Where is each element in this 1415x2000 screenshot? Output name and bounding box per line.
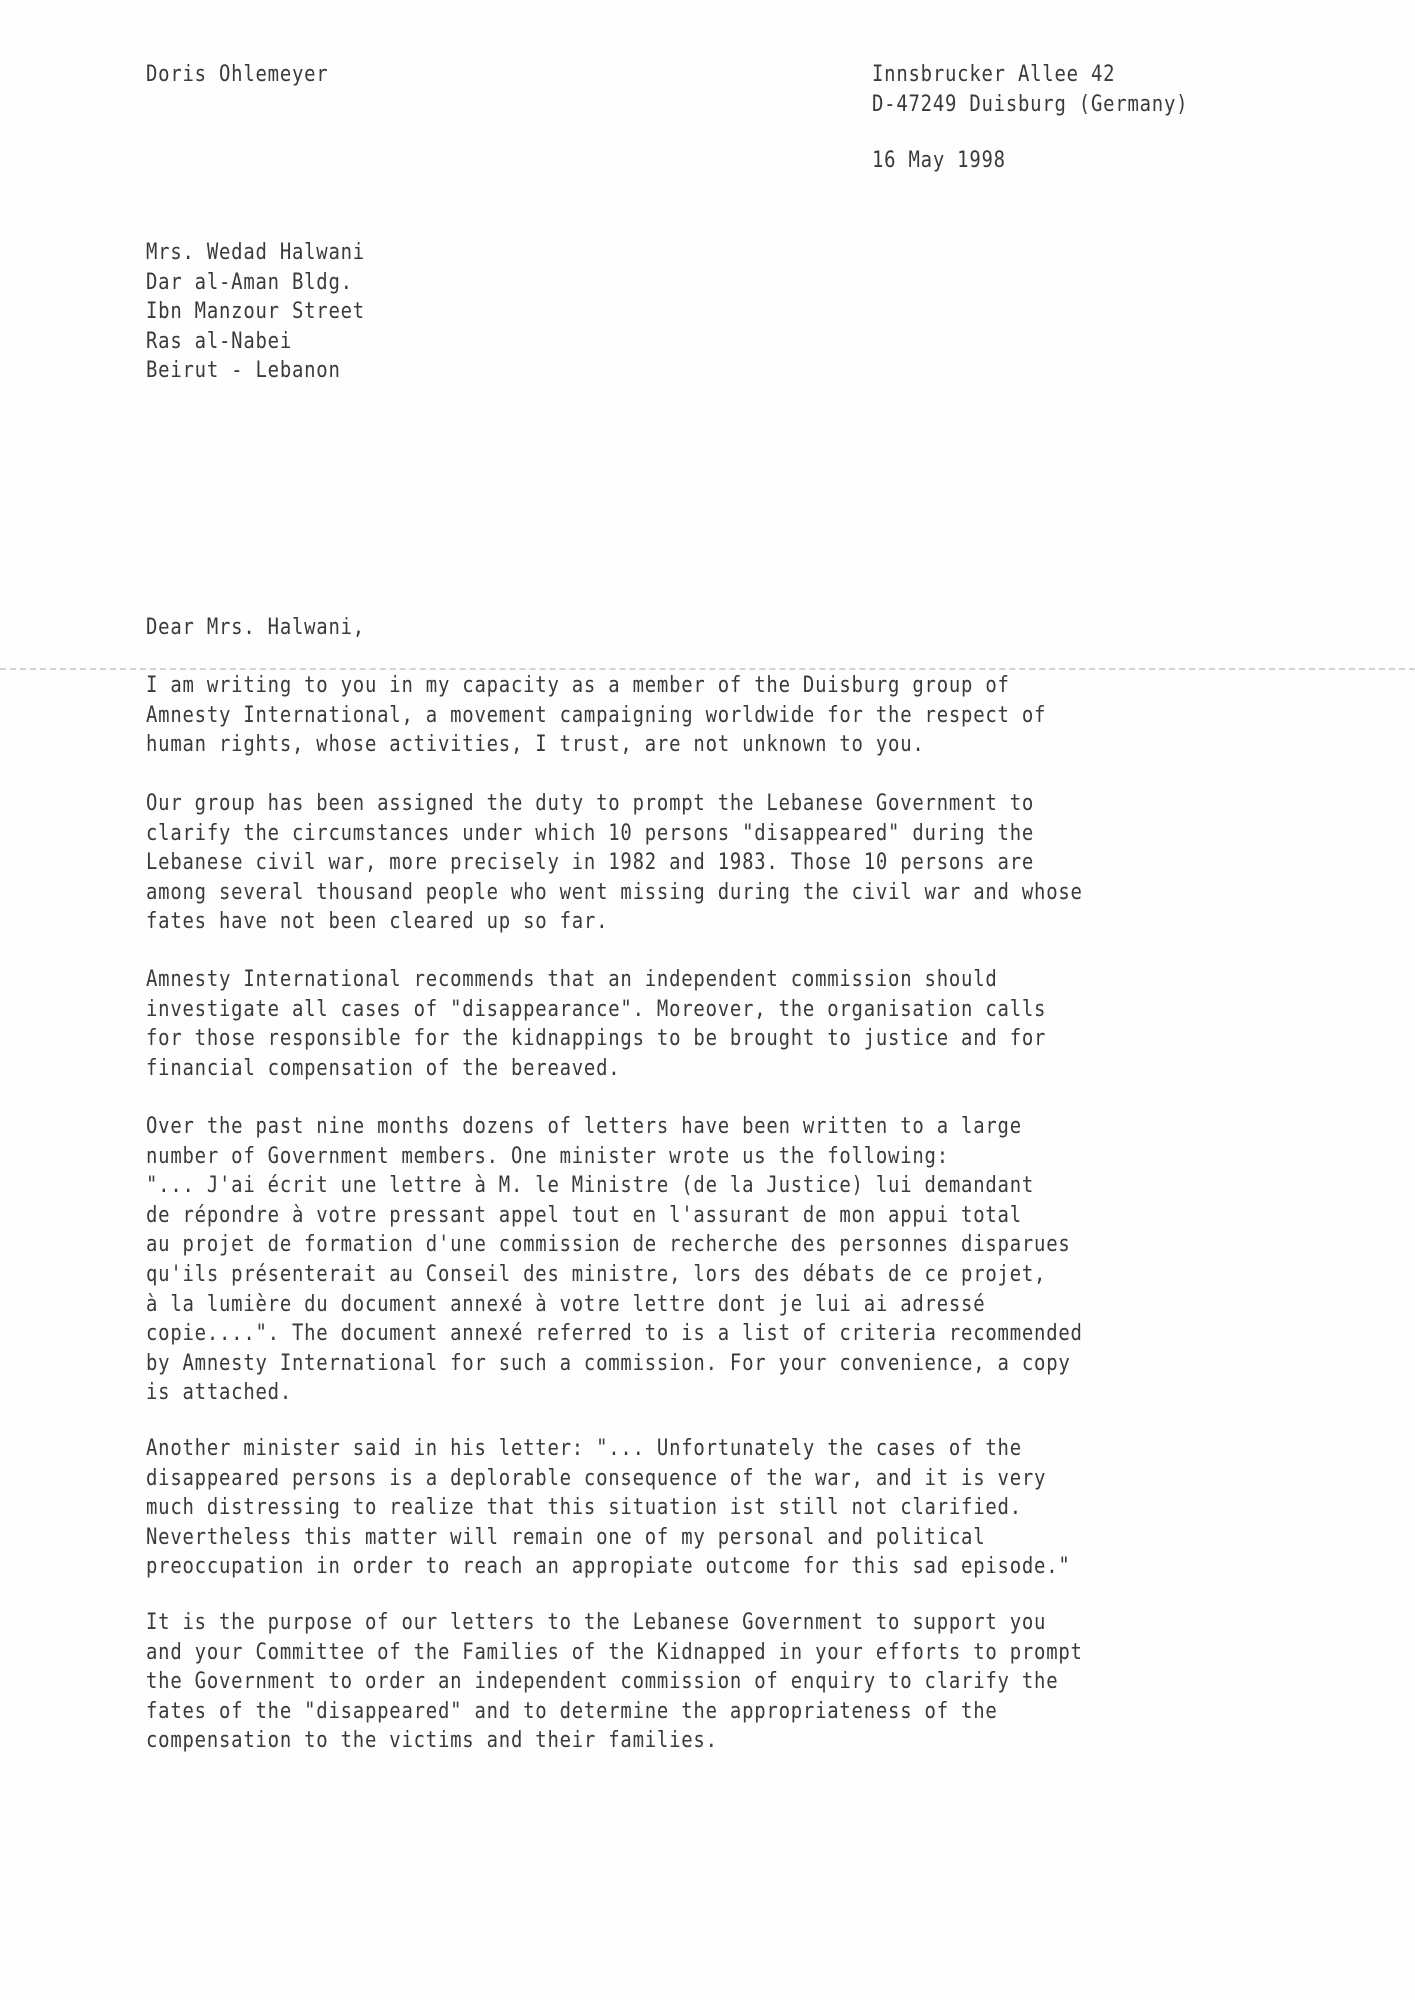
paragraph-introduction (146, 671, 1193, 760)
paragraph-line: "... J'ai écrit une lettre à M. le Ministre (de la Justice) lui demandant (146, 1173, 1035, 1199)
paragraph-minister-quote-1 (146, 1112, 1235, 1408)
recipient-building: Dar al-Aman Bldg. (146, 269, 353, 295)
recipient-name: Mrs. Wedad Halwani (146, 240, 365, 265)
paragraph-line: preoccupation in order to reach an appropiate outcome for this sad episode." (146, 1554, 1071, 1580)
paragraph-line: human rights, whose activities, I trust, are not unknown to you. (146, 732, 925, 758)
paragraph-line: qu'ils présenterait au Conseil des ministre, lors des débats de ce projet, (146, 1261, 1047, 1287)
paragraph-line: Lebanese civil war, more precisely in 1982 and 1983. Those 10 persons are (146, 850, 1035, 876)
paragraph-line: among several thousand people who went missing during the civil war and whose (146, 879, 1083, 905)
paragraph-line: fates of the "disappeared" and to determine the appropriateness of the (146, 1698, 998, 1724)
paragraph-recommendation (146, 965, 1193, 1083)
paragraph-line: and your Committee of the Families of the Kidnapped in your efforts to prompt (146, 1639, 1083, 1665)
paragraph-line: by Amnesty International for such a commission. For your convenience, a copy (146, 1350, 1071, 1376)
paragraph-line: investigate all cases of "disappearance". Moreover, the organisation calls (146, 996, 1047, 1022)
paragraph-line: Amnesty International recommends that an independent commission should (146, 967, 998, 992)
paragraph-line: is attached. (146, 1380, 292, 1406)
paragraph-line: Over the past nine months dozens of letters have been written to a large (146, 1114, 1022, 1139)
paragraph-line: Nevertheless this matter will remain one of my personal and political (146, 1524, 986, 1550)
paragraph-minister-quote-2 (146, 1434, 1221, 1582)
letter-date: 16 May 1998 (872, 148, 1006, 173)
paragraph-line: au projet de formation d'une commission de recherche des personnes disparues (146, 1232, 1071, 1258)
recipient-street: Ibn Manzour Street (146, 299, 365, 324)
paragraph-line: much distressing to realize that this situation ist still not clarified. (146, 1495, 1022, 1521)
paper-fold-line (0, 668, 1415, 670)
paragraph-line: Our group has been assigned the duty to prompt the Lebanese Government to (146, 791, 1035, 816)
salutation: Dear Mrs. Halwani, (146, 615, 365, 640)
paragraph-line: à la lumière du document annexé à votre lettre dont je lui ai adressé (146, 1291, 986, 1317)
paragraph-line: disappeared persons is a deplorable consequence of the war, and it is very (146, 1465, 1047, 1491)
paragraph-assignment (146, 789, 1235, 937)
paragraph-line: financial compensation of the bereaved. (146, 1055, 621, 1081)
sender-address-city: D-47249 Duisburg (Germany) (872, 92, 1189, 117)
paragraph-line: Another minister said in his letter: "... Unfortunately the cases of the (146, 1436, 1022, 1461)
paragraph-line: de répondre à votre pressant appel tout en l'assurant de mon appui total (146, 1202, 1022, 1228)
paragraph-purpose (146, 1608, 1235, 1756)
paragraph-line: I am writing to you in my capacity as a member of the Duisburg group of (146, 673, 1010, 698)
recipient-city-country: Beirut - Lebanon (146, 358, 341, 383)
paragraph-line: copie....". The document annexé referred to is a list of criteria recommended (146, 1321, 1083, 1347)
sender-name: Doris Ohlemeyer (146, 62, 329, 87)
recipient-address-block (146, 238, 401, 386)
sender-address-street: Innsbrucker Allee 42 (872, 62, 1116, 87)
paragraph-line: fates have not been cleared up so far. (146, 909, 609, 935)
paragraph-line: compensation to the victims and their families. (146, 1728, 718, 1754)
recipient-district: Ras al-Nabei (146, 328, 292, 354)
paragraph-line: clarify the circumstances under which 10 persons "disappeared" during the (146, 820, 1035, 846)
paragraph-line: for those responsible for the kidnappings to be brought to justice and for (146, 1026, 1047, 1052)
paragraph-line: Amnesty International, a movement campaigning worldwide for the respect of (146, 702, 1047, 728)
paragraph-line: the Government to order an independent commission of enquiry to clarify the (146, 1669, 1059, 1695)
paragraph-line: number of Government members. One minister wrote us the following: (146, 1143, 949, 1169)
paragraph-line: It is the purpose of our letters to the Lebanese Government to support you (146, 1610, 1047, 1635)
